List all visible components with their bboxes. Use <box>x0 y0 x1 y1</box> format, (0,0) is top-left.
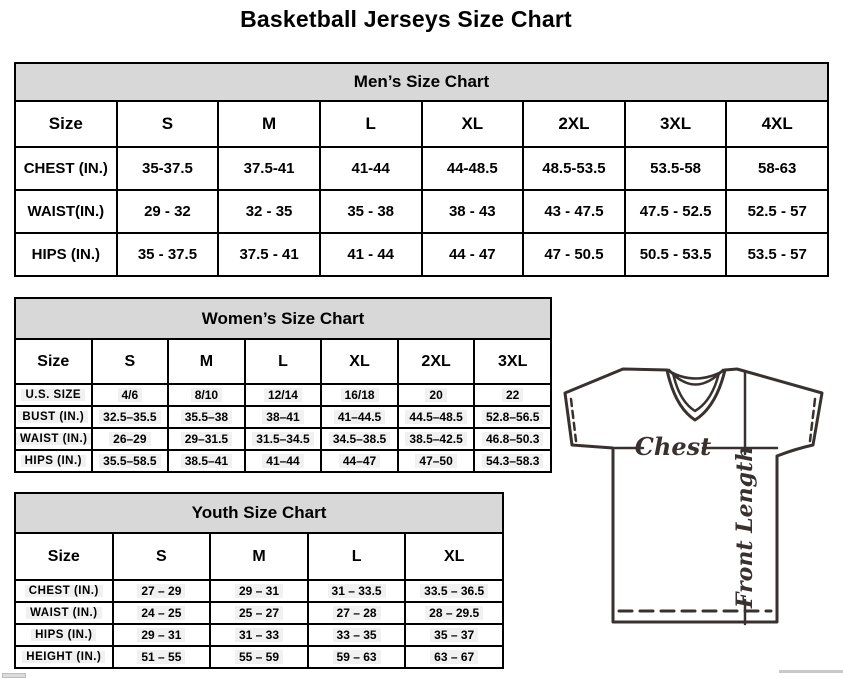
value-cell <box>726 147 828 190</box>
size-range-value: 27 – 29 <box>137 584 185 598</box>
row-label: HIPS (IN.) <box>31 246 100 263</box>
size-range-value: 31.5–34.5 <box>252 432 313 446</box>
column-header: S <box>92 339 169 384</box>
value-cell <box>117 233 219 276</box>
table-row <box>15 646 503 668</box>
value-cell <box>422 147 524 190</box>
value-cell <box>321 406 398 428</box>
table-row <box>15 450 551 472</box>
size-range-value: 29 – 31 <box>235 584 283 598</box>
value-cell <box>398 384 475 406</box>
size-range-value: 33.5 – 36.5 <box>420 584 488 598</box>
size-range-value: 24 – 25 <box>137 606 185 620</box>
size-range-value: 22 <box>502 388 523 402</box>
size-range-value: 20 <box>425 388 446 402</box>
size-range-value: 35 - 38 <box>347 203 395 220</box>
value-cell <box>308 580 406 602</box>
row-label-cell <box>15 384 92 406</box>
size-range-value: 41–44 <box>262 454 303 468</box>
value-cell <box>308 602 406 624</box>
size-range-value: 26–29 <box>109 432 150 446</box>
value-cell <box>117 147 219 190</box>
value-cell <box>523 147 625 190</box>
table-row <box>15 147 828 190</box>
column-header-row <box>15 533 503 580</box>
value-cell <box>113 646 211 668</box>
value-cell <box>92 384 169 406</box>
size-column-header: Size <box>15 339 92 384</box>
row-label-cell <box>15 646 113 668</box>
column-header-row <box>15 101 828 147</box>
size-range-value: 38.5–42.5 <box>405 432 466 446</box>
column-header: L <box>320 101 422 147</box>
column-header: M <box>210 533 308 580</box>
column-header: 3XL <box>474 339 551 384</box>
chest-label: Chest <box>634 432 712 461</box>
size-range-value: 35.5–58.5 <box>99 454 160 468</box>
row-label: CHEST (IN.) <box>25 585 103 597</box>
value-cell <box>308 624 406 646</box>
size-range-value: 47–50 <box>415 454 456 468</box>
table-row <box>15 190 828 233</box>
size-range-value: 31 – 33.5 <box>328 584 386 598</box>
value-cell <box>422 233 524 276</box>
value-cell <box>210 580 308 602</box>
size-range-value: 52.8–56.5 <box>482 410 543 424</box>
table-row <box>15 580 503 602</box>
womens-size-chart-section <box>14 297 552 473</box>
size-range-value: 37.5 - 41 <box>239 246 299 263</box>
value-cell <box>321 428 398 450</box>
row-label-cell <box>15 428 92 450</box>
value-cell <box>625 233 727 276</box>
value-cell <box>210 646 308 668</box>
size-range-value: 32.5–35.5 <box>99 410 160 424</box>
value-cell <box>474 384 551 406</box>
size-range-value: 53.5-58 <box>650 160 701 177</box>
row-label-cell <box>15 147 117 190</box>
row-label: WAIST (IN.) <box>16 433 91 445</box>
size-range-value: 12/14 <box>264 388 302 402</box>
row-label-cell <box>15 624 113 646</box>
value-cell <box>210 624 308 646</box>
value-cell <box>92 450 169 472</box>
size-range-value: 35.5–38 <box>181 410 232 424</box>
column-header: XL <box>321 339 398 384</box>
size-range-value: 41–44.5 <box>334 410 385 424</box>
column-header-row <box>15 339 551 384</box>
value-cell <box>92 428 169 450</box>
size-range-value: 35 - 37.5 <box>137 246 198 263</box>
size-range-value: 51 – 55 <box>137 650 185 664</box>
table-title: Youth Size Chart <box>15 493 503 533</box>
size-range-value: 27 – 28 <box>333 606 381 620</box>
column-header: S <box>113 533 211 580</box>
size-range-value: 41 - 44 <box>347 246 395 263</box>
value-cell <box>308 646 406 668</box>
size-range-value: 44 - 47 <box>448 246 496 263</box>
size-range-value: 38.5–41 <box>181 454 232 468</box>
table-title: Men’s Size Chart <box>15 63 828 101</box>
column-header: S <box>117 101 219 147</box>
front-length-label: Front Length <box>732 445 758 609</box>
size-range-value: 29 – 31 <box>137 628 185 642</box>
size-range-value: 47 - 50.5 <box>544 246 604 263</box>
row-label-cell <box>15 602 113 624</box>
value-cell <box>113 580 211 602</box>
size-range-value: 44-48.5 <box>446 160 498 177</box>
size-range-value: 38 - 43 <box>448 203 496 220</box>
size-range-value: 33 – 35 <box>333 628 381 642</box>
size-range-value: 38–41 <box>262 410 303 424</box>
value-cell <box>398 428 475 450</box>
value-cell <box>218 147 320 190</box>
jersey-measurement-diagram <box>563 357 843 679</box>
size-range-value: 53.5 - 57 <box>747 246 807 263</box>
value-cell <box>405 580 503 602</box>
size-range-value: 37.5-41 <box>243 160 295 177</box>
value-cell <box>398 450 475 472</box>
value-cell <box>92 406 169 428</box>
mens-size-table <box>14 62 829 277</box>
value-cell <box>625 147 727 190</box>
column-header: M <box>218 101 320 147</box>
value-cell <box>245 428 322 450</box>
value-cell <box>474 450 551 472</box>
value-cell <box>168 450 245 472</box>
size-range-value: 28 – 29.5 <box>425 606 483 620</box>
table-title-row <box>15 63 828 101</box>
column-header: 3XL <box>625 101 727 147</box>
column-header: L <box>245 339 322 384</box>
value-cell <box>113 602 211 624</box>
table-row <box>15 384 551 406</box>
size-column-header: Size <box>15 533 113 580</box>
column-header: 2XL <box>523 101 625 147</box>
row-label-cell <box>15 190 117 233</box>
size-range-value: 29–31.5 <box>181 432 232 446</box>
mens-size-chart-section <box>14 62 829 277</box>
row-label: HEIGHT (IN.) <box>22 651 105 663</box>
value-cell <box>321 450 398 472</box>
value-cell <box>245 450 322 472</box>
value-cell <box>398 406 475 428</box>
table-title-row <box>15 493 503 533</box>
value-cell <box>245 384 322 406</box>
row-label-cell <box>15 580 113 602</box>
page-title: Basketball Jerseys Size Chart <box>240 6 572 32</box>
value-cell <box>474 428 551 450</box>
row-label-cell <box>15 406 92 428</box>
column-header: XL <box>422 101 524 147</box>
size-range-value: 44.5–48.5 <box>405 410 466 424</box>
value-cell <box>405 602 503 624</box>
table-title: Women’s Size Chart <box>15 298 551 339</box>
row-label: BUST (IN.) <box>18 411 88 423</box>
jersey-outline <box>565 369 822 622</box>
size-range-value: 50.5 - 53.5 <box>639 246 712 263</box>
table-row <box>15 624 503 646</box>
row-label: U.S. SIZE <box>21 389 85 401</box>
size-range-value: 52.5 - 57 <box>747 203 807 220</box>
size-range-value: 48.5-53.5 <box>542 160 606 177</box>
size-range-value: 34.5–38.5 <box>329 432 390 446</box>
row-label: CHEST (IN.) <box>23 160 108 177</box>
value-cell <box>523 233 625 276</box>
value-cell <box>210 602 308 624</box>
size-range-value: 16/18 <box>341 388 379 402</box>
size-range-value: 55 – 59 <box>235 650 283 664</box>
value-cell <box>320 190 422 233</box>
value-cell <box>422 190 524 233</box>
row-label-cell <box>15 450 92 472</box>
womens-size-table <box>14 297 552 473</box>
value-cell <box>474 406 551 428</box>
column-header: 2XL <box>398 339 475 384</box>
value-cell <box>321 384 398 406</box>
row-label: HIPS (IN.) <box>31 629 96 641</box>
value-cell <box>726 233 828 276</box>
value-cell <box>320 147 422 190</box>
size-range-value: 31 – 33 <box>235 628 283 642</box>
size-range-value: 8/10 <box>191 388 222 402</box>
value-cell <box>320 233 422 276</box>
value-cell <box>625 190 727 233</box>
size-range-value: 4/6 <box>118 388 143 402</box>
table-title-row <box>15 298 551 339</box>
youth-size-chart-section <box>14 492 504 669</box>
size-range-value: 35 – 37 <box>430 628 478 642</box>
value-cell <box>117 190 219 233</box>
size-range-value: 47.5 - 52.5 <box>639 203 712 220</box>
size-range-value: 59 – 63 <box>333 650 381 664</box>
scrollbar-fragment-left <box>2 673 26 678</box>
row-label: WAIST (IN.) <box>26 607 101 619</box>
size-range-value: 58-63 <box>758 160 797 177</box>
table-row <box>15 406 551 428</box>
scrollbar-fragment-right <box>779 670 843 673</box>
value-cell <box>218 190 320 233</box>
column-header: XL <box>405 533 503 580</box>
column-header: L <box>308 533 406 580</box>
value-cell <box>218 233 320 276</box>
row-label: HIPS (IN.) <box>21 455 86 467</box>
value-cell <box>113 624 211 646</box>
column-header: 4XL <box>726 101 828 147</box>
size-range-value: 54.3–58.3 <box>482 454 543 468</box>
value-cell <box>726 190 828 233</box>
size-range-value: 46.8–50.3 <box>482 432 543 446</box>
size-range-value: 32 - 35 <box>245 203 293 220</box>
table-row <box>15 233 828 276</box>
table-row <box>15 428 551 450</box>
size-range-value: 63 – 67 <box>430 650 478 664</box>
value-cell <box>405 624 503 646</box>
youth-size-table <box>14 492 504 669</box>
value-cell <box>168 428 245 450</box>
value-cell <box>405 646 503 668</box>
column-header: M <box>168 339 245 384</box>
size-range-value: 25 – 27 <box>235 606 283 620</box>
size-column-header: Size <box>15 101 117 147</box>
value-cell <box>245 406 322 428</box>
size-range-value: 44–47 <box>339 454 380 468</box>
row-label: WAIST(IN.) <box>27 203 105 220</box>
size-range-value: 35-37.5 <box>142 160 193 177</box>
value-cell <box>523 190 625 233</box>
size-range-value: 41-44 <box>351 160 390 177</box>
size-range-value: 29 - 32 <box>144 203 191 220</box>
value-cell <box>168 406 245 428</box>
size-range-value: 43 - 47.5 <box>544 203 604 220</box>
row-label-cell <box>15 233 117 276</box>
table-row <box>15 602 503 624</box>
value-cell <box>168 384 245 406</box>
